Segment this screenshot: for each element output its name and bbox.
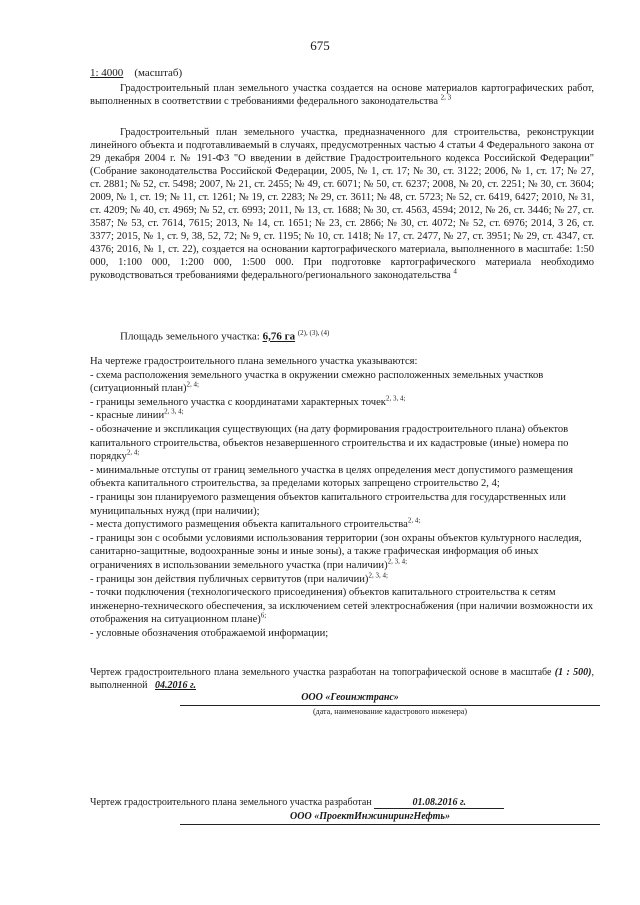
paragraph-1-footnote: 2, 3 xyxy=(440,93,452,102)
list-item: - границы зон планируемого размещения объектов капитального строительства для государственных или муниципальных нужд (при наличии); xyxy=(90,491,566,517)
developer-statement-text: Чертеж градостроительного плана земельного участка разработан xyxy=(90,797,372,808)
topographic-basis-statement: Чертеж градостроительного плана земельного участка разработан на топографической основе в масштабе (1 : 500), выполненной 04.2016 г. xyxy=(90,667,594,691)
page-number: 675 xyxy=(310,38,330,53)
paragraph-2 xyxy=(90,126,594,282)
plot-area-value: 6,76 га xyxy=(262,330,296,343)
cadastral-caption: (дата, наименование кадастрового инженера) xyxy=(312,707,468,716)
scale-label: (масштаб) xyxy=(134,67,183,79)
list-item: - красные линии$^{2, 3, 4;}$ xyxy=(90,407,184,422)
list-item: - обозначение и экспликация существующих (на дату формирования градостроительного плана) объектов капитального строительства, объектов незавершенного строительства и их кадастровые (иные) номера по порядку$^{2, 4;}$ xyxy=(90,423,569,463)
list-item: - границы зон с особыми условиями использования территории (зон охраны объектов культурного наследия, санитарно-защитные, водоохранные зоны и иные зоны), а также графическая информация об иных ограничениях в использовании земельного участка (при наличии)$^{2, 3, 4;}$ xyxy=(90,532,582,571)
developer-statement xyxy=(90,797,504,809)
developer-date: 01.08.2016 г. xyxy=(374,797,504,809)
developer-signature-line xyxy=(180,824,600,825)
list-item: - места допустимого размещения объекта капитального строительства$^{2, 4;}$ xyxy=(90,516,421,531)
topographic-scale: (1 : 500) xyxy=(554,667,592,678)
topographic-date: 04.2016 г. xyxy=(155,680,197,691)
list-item: - границы зон действия публичных сервитутов (при наличии)$^{2, 3, 4;}$ xyxy=(90,570,388,585)
list-item: - границы земельного участка с координатами характерных точек$^{2, 3, 4;}$ xyxy=(90,394,406,408)
list-item: - схема расположения земельного участка в окружении смежно расположенных земельных участков (ситуационный план)$^{2, 4;}$ xyxy=(90,369,544,395)
paragraph-1-text: Градостроительный план земельного участка создается на основе материалов картографических работ, выполненных в соответствии с требованиями федерального законодательства xyxy=(90,83,594,107)
paragraph-2-footnote: 4 xyxy=(453,267,457,276)
plot-area xyxy=(120,329,329,343)
paragraph-2-text: Градостроительный план земельного участка, предназначенного для строительства, реконструкции линейного объекта и подготавливаемый в случаях, предусмотренных частью 4 статьи 4 Федерального закона от 29 декабря 2004 г. № 191-ФЗ "О введении в действие Градостроительного кодекса Российской Федерации" (Собрание законодательства Российской Федерации, 2005, № 1, ст. 17; № 30, ст. 3122; 2006, № 1, ст. 17; № 27, ст. 2881; № 52, ст. 5498; 2007, № 21, ст. 2455; № 49, ст. 6071; № 50, ст. 6237; 2008, № 20, ст. 2251; № 30, ст. 3604; 2009, № 1, ст. 19; № 11, ст. 1261; № 19, ст. 2283; № 29, ст. 3611; № 48, ст. 5723; № 52, ст. 6419, 6427; 2010, № 31, ст. 4209; № 40, ст. 4969; № 52, ст. 6993; 2011, № 13, ст. 1688; № 30, ст. 4563, 4594; 2012, № 26, ст. 3446; № 27, ст. 3587; № 53, ст. 7614, 7615; 2013, № 14, ст. 1651; № 23, ст. 2866; № 30, ст. 4072; № 52, ст. 6976; 2014, 3 26, ст. 3377; 2015, № 1, ст. 9, 38, 52, 72; № 9, ст. 1195; № 10, ст. 1418; № 17, ст. 2477, № 27, ст. 3951; № 29, ст. 4347, ст. 4376; 2016, № 1, ст. 22), создается на основании картографического материала, выполненного в масштабе: 1:50 000, 1:100 000, 1:200 000, 1:500 000. При подготовке картографического материала необходимо руководствоваться требованиями федерального/регионального законодательства xyxy=(90,127,594,281)
list-item: - минимальные отступы от границ земельного участка в целях определения мест допустимого размещения объекта капитального строительства, за пределами которых запрещено строительство 2, 4; xyxy=(90,464,573,490)
drawing-contents-list xyxy=(90,355,594,640)
list-intro: На чертеже градостроительного плана земельного участка указываются: xyxy=(90,356,418,367)
topographic-statement-text: Чертеж градостроительного плана земельного участка разработан на топографической основе в масштабе xyxy=(90,667,552,678)
plot-area-label: Площадь земельного участка: xyxy=(120,330,260,343)
list-item: - точки подключения (технологического присоединения) объектов капитального строительства к сетям инженерно-технического обеспечения, за исключением сетей электроснабжения (при наличии возможности их отображения на ситуационном плане)$^{6;}$ xyxy=(90,587,594,626)
list-item: - условные обозначения отображаемой информации; xyxy=(90,627,329,639)
scale-value: 1: 4000 xyxy=(90,67,124,79)
signature-line xyxy=(180,705,600,706)
scale-line xyxy=(90,67,182,79)
cadastral-engineer-org: ООО «Геоинжтранс» xyxy=(301,692,399,703)
plot-area-footnote: (2), (3), (4) xyxy=(297,329,330,337)
paragraph-1 xyxy=(90,82,594,108)
developer-org: ООО «ПроектИнжинирингНефть» xyxy=(290,811,450,822)
